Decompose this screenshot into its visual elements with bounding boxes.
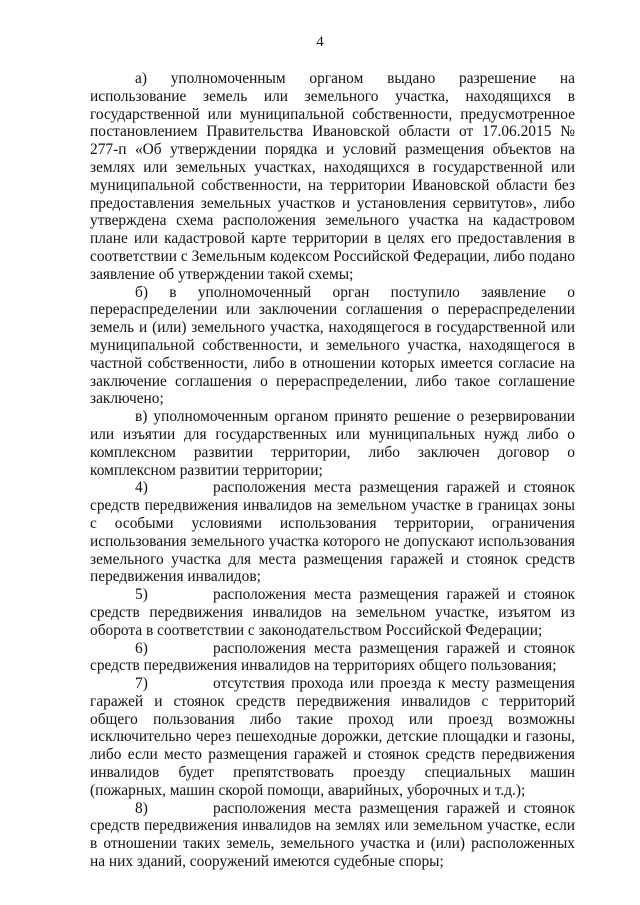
paragraph-v: в) уполномоченным органом принято решение о резервировании или изъятии для государственных или муниципальных нужд либо о комплексном развитии территории, либо заключен договор о комплексном развитии территории;: [90, 408, 575, 479]
document-body: [90, 70, 575, 871]
item-text-8: расположения места размещения гаражей и стоянок средств передвижения инвалидов на землях или земельном участке, если в отношении таких земель, земельного участка и (или) расположенных на них зданий, сооружений имеются судебные споры;: [90, 799, 575, 871]
item-text-6: расположения места размещения гаражей и стоянок средств передвижения инвалидов на территориях общего пользования;: [90, 639, 575, 675]
paragraph-4: [90, 479, 575, 586]
item-number-4: 4): [135, 479, 148, 497]
item-number-8: 8): [135, 799, 148, 817]
paragraph-8: [90, 800, 575, 871]
item-number-6: 6): [135, 639, 148, 657]
item-number-5: 5): [135, 586, 148, 604]
paragraph-a: а) уполномоченным органом выдано разрешение на использование земель или земельного участка, находящихся в государственной или муниципальной собственности, предусмотренное постановлением Правительства Ивановской области от 17.06.2015 № 277-п «Об утверждении порядка и условий размещения объектов на землях или земельных участках, находящихся в государственной или муниципальной собственности, на территории Ивановской области без предоставления земельных участков и установления сервитутов», либо утверждена схема расположения земельного участка на кадастровом плане или кадастровой карте территории в целях его предоставления в соответствии с Земельным кодексом Российской Федерации, либо подано заявление об утверждении такой схемы;: [90, 70, 575, 283]
item-number-7: 7): [135, 675, 148, 693]
page-number: 4: [316, 34, 324, 50]
paragraph-6: [90, 640, 575, 676]
item-text-5: расположения места размещения гаражей и стоянок средств передвижения инвалидов на земельном участке, изъятом из оборота в соответствии с законодательством Российской Федерации;: [90, 586, 575, 639]
paragraph-7: [90, 675, 575, 800]
item-text-4: расположения места размещения гаражей и стоянок средств передвижения инвалидов на земельном участке в границах зоны с особыми условиями использования территории, ограничения использования земельного участка которого не допускают использования земельного участка для места размещения гаражей и стоянок средств передвижения инвалидов;: [90, 479, 575, 586]
paragraph-5: [90, 586, 575, 639]
paragraph-b: б) в уполномоченный орган поступило заявление о перераспределении или заключении соглашения о перераспределении земель и (или) земельного участка, находящегося в государственной или муниципальной собственности, и земельного участка, находящегося в частной собственности, либо в отношении которых имеется согласие на заключение соглашения о перераспределении, либо такое соглашение заключено;: [90, 283, 575, 408]
item-text-7: отсутствия прохода или проезда к месту размещения гаражей и стоянок средств передвижения инвалидов с территорий общего пользования либо такие проход или проезд возможны исключительно через пешеходные дорожки, детские площадки и газоны, либо если место размещения гаражей и стоянок средств передвижения инвалидов будет препятствовать проезду специальных машин (пожарных, машин скорой помощи, аварийных, уборочных и т.д.);: [90, 675, 575, 799]
